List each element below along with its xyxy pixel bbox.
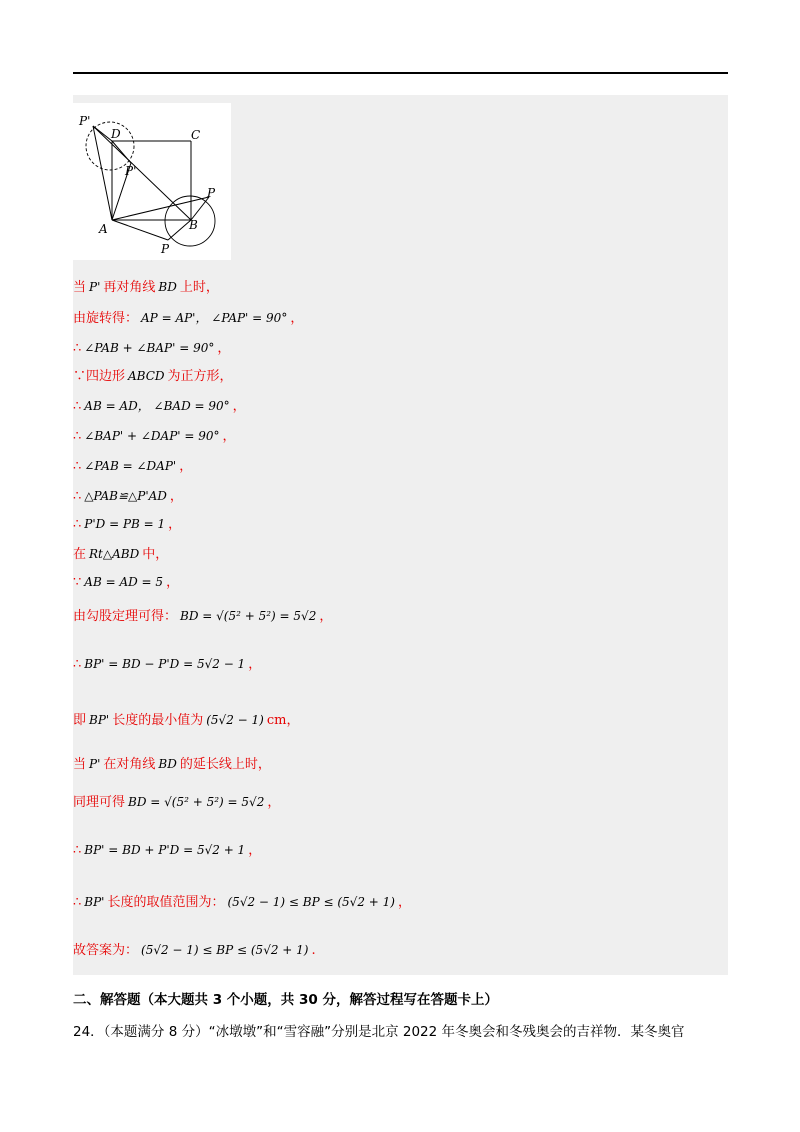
math-expression: P'D = PB = 1 <box>84 517 166 531</box>
solution-text: 故答案为： <box>73 943 139 958</box>
solution-text: ， <box>232 399 246 414</box>
solution-line <box>73 841 267 860</box>
solution-line <box>73 457 198 476</box>
solution-line <box>73 711 299 730</box>
label-p4: P <box>161 242 170 256</box>
segment-a-p1 <box>93 126 112 220</box>
solution-text: ， <box>222 429 236 444</box>
solution-text: ， <box>290 311 304 326</box>
math-expression: ABCD <box>128 369 165 383</box>
solution-text: ∵ <box>73 575 82 590</box>
label-a: A <box>99 222 108 236</box>
solution-text: 即 <box>73 713 87 728</box>
solution-text: 同理可得 <box>73 795 126 810</box>
solution-text: ∴ <box>73 399 82 414</box>
math-expression: BP' <box>89 713 110 727</box>
solution-text: 在对角线 <box>103 757 156 772</box>
solution-line <box>73 427 242 446</box>
solution-text: ， <box>169 489 183 504</box>
label-p3: P <box>207 186 216 200</box>
segment-a-p4 <box>112 220 168 240</box>
solution-text: 长度的最小值为 <box>112 713 204 728</box>
math-expression: ∠PAB + ∠BAP' = 90° <box>84 341 215 355</box>
solution-text: 上时， <box>179 280 219 295</box>
solution-text: ， <box>217 341 231 356</box>
solution-text: ∴ <box>73 895 82 910</box>
solution-text: 中， <box>142 547 169 562</box>
solution-line <box>73 545 174 564</box>
segment-p4-b <box>168 220 191 240</box>
solution-text: ， <box>248 657 262 672</box>
solution-line <box>73 607 338 626</box>
top-rule <box>73 72 728 74</box>
solution-text: 当 <box>73 757 87 772</box>
solution-text: ∴ <box>73 517 82 532</box>
solution-line <box>73 893 411 912</box>
solution-text: ∴ <box>73 843 82 858</box>
solution-text: ∴ <box>73 459 82 474</box>
solution-text: ∴ <box>73 341 82 356</box>
solution-text: ， <box>319 609 333 624</box>
math-expression: BP' = BD − P'D = 5√2 − 1 <box>84 657 246 671</box>
math-expression: ∠BAP' + ∠DAP' = 90° <box>84 429 220 443</box>
math-expression: P' <box>89 280 101 294</box>
question-24: 24．（本题满分 8 分）“冰墩墩”和“雪容融”分别是北京 2022 年冬奥会和冬残奥会的吉祥物．某冬奥官 <box>73 1024 685 1040</box>
math-expression: BD = √(5² + 5²) = 5√2 <box>180 609 317 623</box>
solution-text: ， <box>248 843 262 858</box>
math-expression: △PAB≌△P'AD <box>84 489 167 503</box>
solution-text: ， <box>168 517 182 532</box>
math-expression: BP' <box>84 895 105 909</box>
solution-line <box>73 278 219 297</box>
solution-text: 长度的取值范围为： <box>107 895 225 910</box>
solution-line <box>73 487 189 506</box>
solution-text: ∴ <box>73 489 82 504</box>
segment-p2-d <box>112 141 131 163</box>
solution-text: ， <box>179 459 193 474</box>
solution-text: cm， <box>266 713 300 728</box>
label-p1: P' <box>79 114 91 128</box>
solution-line <box>73 573 185 592</box>
solution-text: ∴ <box>73 429 82 444</box>
solution-text: ∴ <box>73 657 82 672</box>
math-expression: AB = AD， ∠BAD = 90° <box>84 399 230 413</box>
math-expression: BD = √(5² + 5²) = 5√2 <box>128 795 265 809</box>
solution-line <box>73 793 286 812</box>
solution-text: 的延长线上时， <box>179 757 271 772</box>
solution-line <box>73 309 309 328</box>
solution-line <box>73 755 271 774</box>
solution-text: ∵四边形 <box>73 369 126 384</box>
math-expression: (5√2 − 1) ≤ BP ≤ (5√2 + 1) <box>227 895 395 909</box>
section-title: 二、解答题（本大题共 3 个小题，共 30 分，解答过程写在答题卡上） <box>73 992 498 1008</box>
solution-text: 再对角线 <box>103 280 156 295</box>
math-expression: (5√2 − 1) ≤ BP ≤ (5√2 + 1) <box>141 943 309 957</box>
solution-line <box>73 941 322 960</box>
solution-line <box>73 397 252 416</box>
math-expression: P' <box>89 757 101 771</box>
solution-line <box>73 339 236 358</box>
solution-text: 在 <box>73 547 87 562</box>
segment-a-p3 <box>112 197 209 220</box>
solution-text: 当 <box>73 280 87 295</box>
label-p2: P' <box>125 164 137 178</box>
math-expression: Rt△ABD <box>89 547 140 561</box>
diagonal-bd <box>93 126 191 220</box>
solution-text: ， <box>166 575 180 590</box>
solution-line <box>73 515 187 534</box>
solution-text: ， <box>267 795 281 810</box>
label-d: D <box>111 127 121 141</box>
geometry-figure <box>73 103 231 260</box>
math-expression: AP = AP'， ∠PAP' = 90° <box>141 311 288 325</box>
solution-text: . <box>311 943 316 958</box>
solution-line <box>73 655 267 674</box>
solution-text: 由勾股定理可得： <box>73 609 178 624</box>
math-expression: BD <box>158 280 177 294</box>
label-c: C <box>191 128 201 142</box>
solution-line <box>73 367 239 386</box>
square-rotation-diagram <box>73 103 231 260</box>
math-expression: BP' = BD + P'D = 5√2 + 1 <box>84 843 246 857</box>
math-expression: ∠PAB = ∠DAP' <box>84 459 177 473</box>
solution-text: ， <box>397 895 411 910</box>
solution-block <box>73 95 728 975</box>
math-expression: (5√2 − 1) <box>206 713 264 727</box>
math-expression: AB = AD = 5 <box>84 575 164 589</box>
solution-text: 为正方形， <box>167 369 233 384</box>
label-b: B <box>189 218 198 232</box>
solution-text: 由旋转得： <box>73 311 139 326</box>
math-expression: BD <box>158 757 177 771</box>
